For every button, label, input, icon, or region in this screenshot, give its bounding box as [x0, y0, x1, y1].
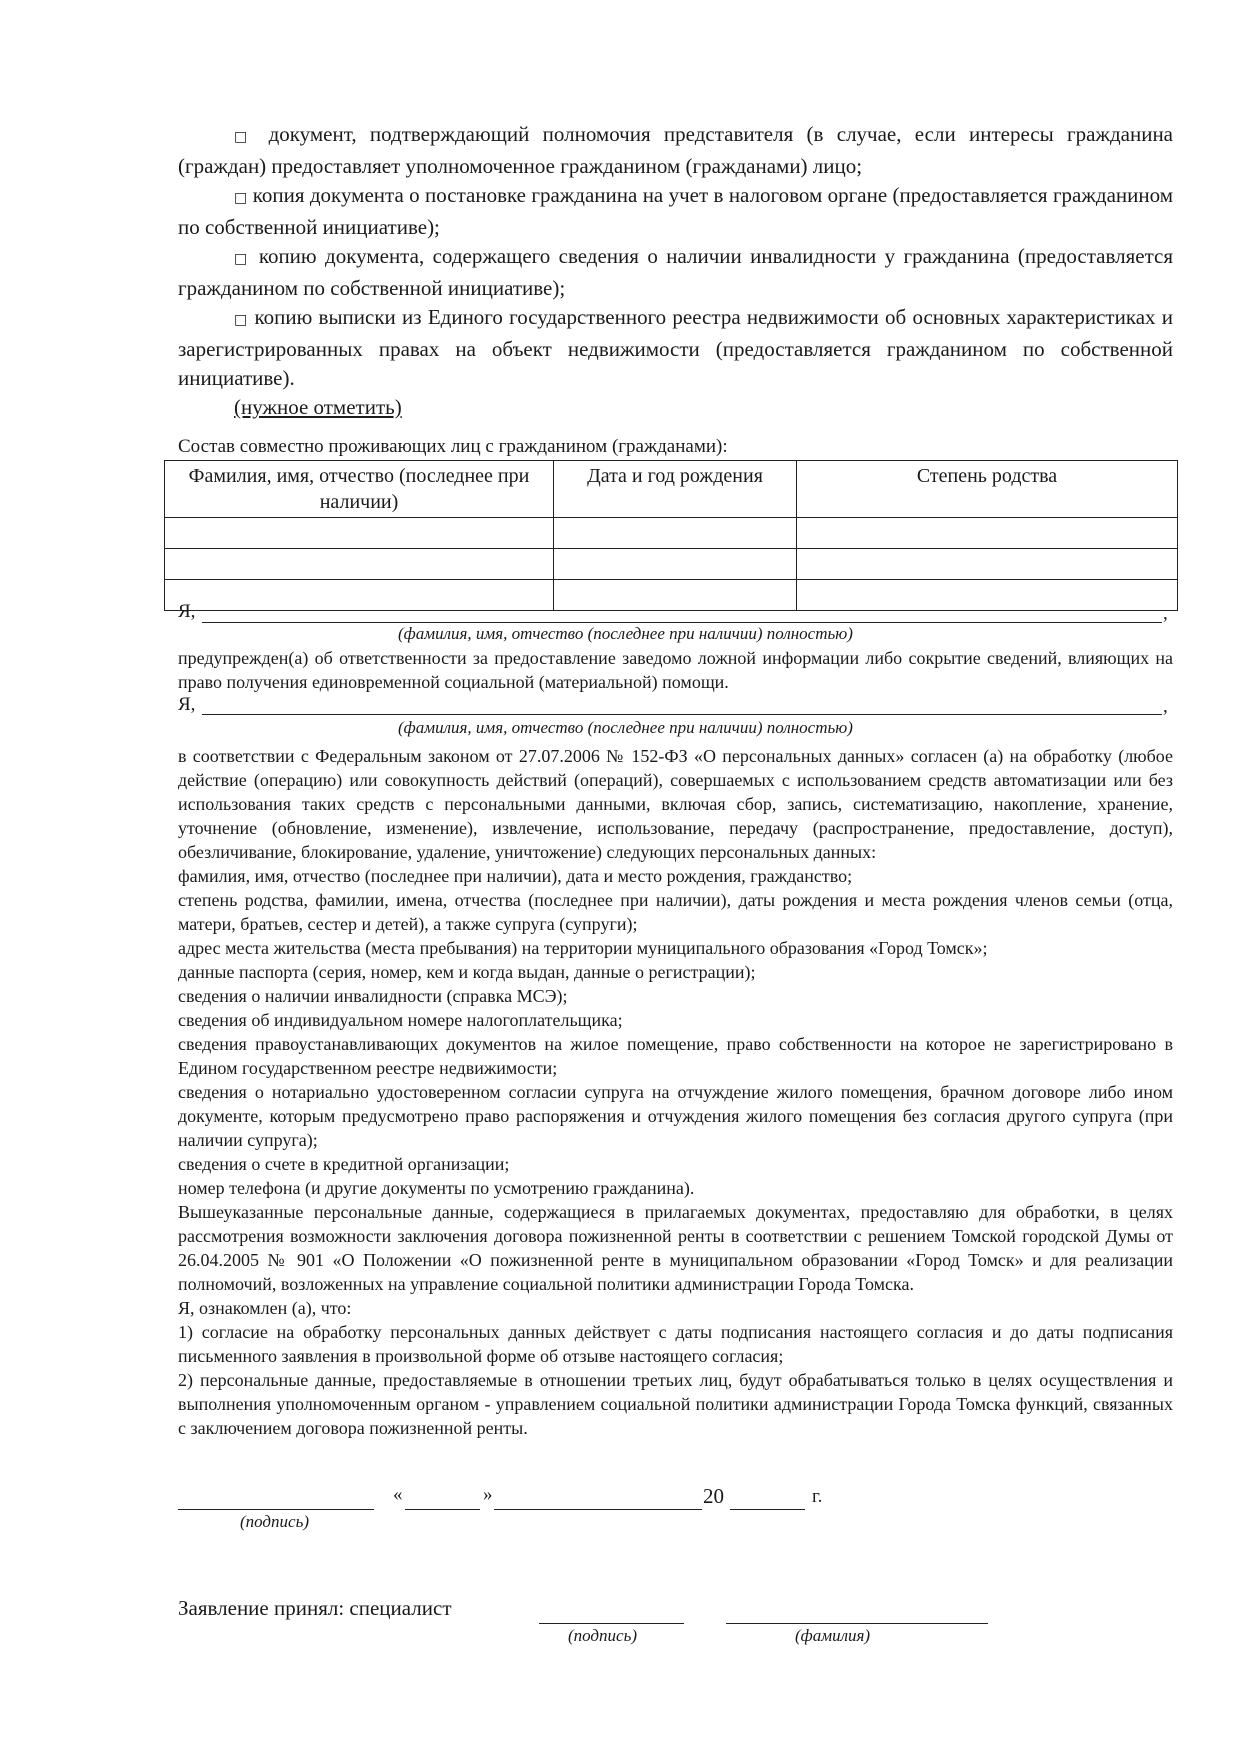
consent-paragraph: в соответствии с Федеральным законом от 27.07.2006 № 152-ФЗ «О персональных данных» согласен (а) на обработку (любое действие (операцию) или совокупность действий (операций), совершаемых с использованием средств автоматизации или без использования таких средств с персональными данными, включая сбор, запись, систематизацию, накопление, хранение, уточнение (обновление, изменение), извлечение, использование, передачу (распространение, предоставление, доступ), обезличивание, блокирование, удаление, уничтожение) следующих персональных данных:	[178, 746, 1173, 862]
checklist-item	[178, 181, 1173, 242]
check-note-text: (нужное отметить)	[234, 395, 402, 419]
checklist-text: копию выписки из Единого государственного реестра недвижимости об основных характеристиках и зарегистрированных правах на объект недвижимости (предоставляется гражданином по собственной инициативе).	[178, 305, 1174, 390]
specialist-name-caption: (фамилия)	[795, 1626, 871, 1645]
signature-caption: (подпись)	[240, 1512, 309, 1531]
consent-paragraph: фамилия, имя, отчество (последнее при наличии), дата и место рождения, гражданство;	[178, 866, 853, 886]
open-quote: «	[393, 1484, 403, 1505]
consent-paragraph: адрес места жительства (места пребывания) на территории муниципального образования «Город Томск»;	[178, 938, 988, 958]
table-cell[interactable]	[165, 580, 554, 611]
table-cell[interactable]	[797, 518, 1178, 549]
checklist-text: копию документа, содержащего сведения о наличии инвалидности у гражданина (предоставляется гражданином по собственной инициативе);	[178, 244, 1173, 300]
specialist-sign-caption: (подпись)	[568, 1626, 637, 1645]
column-header-relation: Степень родства	[797, 461, 1178, 518]
comma: ,	[1163, 603, 1168, 624]
table-cell[interactable]	[554, 549, 797, 580]
consent-text	[178, 744, 1173, 1440]
year-suffix: г.	[812, 1486, 823, 1507]
checklist-item	[178, 242, 1173, 303]
consent-paragraph: сведения об индивидуальном номере налогоплательщика;	[178, 1010, 623, 1030]
table-row	[165, 549, 1178, 580]
consent-paragraph: сведения о наличии инвалидности (справка МСЭ);	[178, 986, 568, 1006]
table-cell[interactable]	[797, 549, 1178, 580]
checkbox-icon[interactable]: □	[234, 251, 251, 267]
consent-paragraph: данные паспорта (серия, номер, кем и когда выдан, данные о регистрации);	[178, 962, 756, 982]
household-table	[164, 460, 1178, 611]
consent-paragraph: 1) согласие на обработку персональных данных действует с даты подписания настоящего согласия и до даты подписания письменного заявления в произвольной форме об отзыве настоящего согласия;	[178, 1322, 1173, 1366]
consent-paragraph: номер телефона (и другие документы по усмотрению гражданина).	[178, 1178, 695, 1198]
consent-paragraph: степень родства, фамилии, имена, отчества (последнее при наличии), даты рождения и места рождения членов семьи (отца, матери, братьев, сестер и детей), а также супруга (супруги);	[178, 890, 1173, 934]
column-header-name: Фамилия, имя, отчество (последнее при наличии)	[165, 461, 554, 518]
ya-label: Я,	[178, 601, 196, 622]
month-field[interactable]	[494, 1509, 702, 1510]
fio-field-1[interactable]	[202, 622, 1162, 623]
table-cell[interactable]	[797, 580, 1178, 611]
fio-caption: (фамилия, имя, отчество (последнее при наличии) полностью)	[398, 624, 853, 643]
consent-paragraph: Я, ознакомлен (а), что:	[178, 1298, 352, 1318]
accepted-label: Заявление принял: специалист	[178, 1596, 452, 1620]
table-cell[interactable]	[165, 549, 554, 580]
checkbox-icon[interactable]: □	[234, 129, 256, 145]
consent-paragraph: сведения правоустанавливающих документов на жилое помещение, право собственности на которое не зарегистрировано в Едином государственном реестре недвижимости;	[178, 1034, 1173, 1078]
checkbox-icon[interactable]: □	[234, 312, 249, 328]
warning-paragraph: предупрежден(а) об ответственности за предоставление заведомо ложной информации либо сокрытие сведений, влияющих на право получения единовременной социальной (материальной) помощи.	[178, 648, 1173, 692]
year-field[interactable]	[730, 1509, 805, 1510]
consent-paragraph: сведения о нотариально удостоверенном согласии супруга на отчуждение жилого помещения, брачном договоре либо ином документе, которым предусмотрено право распоряжения и отчуждения жилого помещения без согласия другого супруга (при наличии супруга);	[178, 1082, 1173, 1150]
fio-caption: (фамилия, имя, отчество (последнее при наличии) полностью)	[398, 718, 853, 737]
checklist-text: документ, подтверждающий полномочия представителя (в случае, если интересы гражданина (граждан) предоставляет уполномоченное гражданином (гражданами) лицо;	[178, 122, 1174, 178]
table-row	[165, 580, 1178, 611]
table-cell[interactable]	[165, 518, 554, 549]
fio-field-2[interactable]	[202, 714, 1162, 715]
consent-paragraph: 2) персональные данные, предоставляемые в отношении третьих лиц, будут обрабатываться только в целях осуществления и выполнения уполномоченным органом - управлением социальной политики администрации Города Томска функций, связанных с заключением договора пожизненной ренты.	[178, 1370, 1173, 1438]
table-cell[interactable]	[554, 580, 797, 611]
signature-field[interactable]	[178, 1509, 374, 1510]
checkbox-icon[interactable]: □	[234, 190, 248, 206]
day-field[interactable]	[405, 1509, 480, 1510]
column-header-birth: Дата и год рождения	[554, 461, 797, 518]
ya-label: Я,	[178, 694, 196, 715]
checklist-text: копия документа о постановке гражданина на учет в налоговом органе (предоставляется гражданином по собственной инициативе);	[178, 183, 1173, 239]
check-note	[178, 393, 1173, 422]
table-cell[interactable]	[554, 518, 797, 549]
checklist-item	[178, 120, 1173, 181]
table-caption: Состав совместно проживающих лиц с гражданином (гражданами):	[178, 436, 728, 457]
warning-text	[178, 646, 1173, 694]
year-prefix: 20	[703, 1484, 724, 1508]
specialist-name-field[interactable]	[726, 1623, 988, 1624]
specialist-signature-field[interactable]	[539, 1623, 684, 1624]
consent-paragraph: сведения о счете в кредитной организации;	[178, 1154, 510, 1174]
close-quote: »	[483, 1484, 493, 1505]
consent-paragraph: Вышеуказанные персональные данные, содержащиеся в прилагаемых документах, предоставляю для обработки, в целях рассмотрения возможности заключения договора пожизненной ренты в соответствии с решением Томской городской Думы от 26.04.2005 № 901 «О Положении «О пожизненной ренте в муниципальном образовании «Город Томск» и для реализации полномочий, возложенных на управление социальной политики администрации Города Томска.	[178, 1202, 1173, 1294]
checklist-item	[178, 303, 1173, 393]
comma: ,	[1163, 696, 1168, 717]
table-row	[165, 518, 1178, 549]
document-checklist	[178, 120, 1173, 422]
